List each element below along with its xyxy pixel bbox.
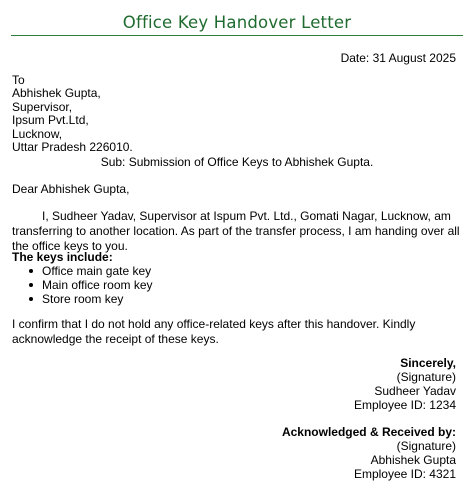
sender-name: Sudheer Yadav <box>374 384 456 398</box>
receiver-signature-block <box>282 425 456 481</box>
letter-subject: Sub: Submission of Office Keys to Abhishek Gupta. <box>100 155 374 169</box>
confirmation-paragraph: I confirm that I do not hold any office-related keys after this handover. Kindly acknowledge the receipt of these keys. <box>12 317 416 346</box>
recipient-city: Lucknow, <box>12 126 63 141</box>
receiver-employee-id: Employee ID: 4321 <box>353 467 456 481</box>
letter-salutation: Dear Abhishek Gupta, <box>12 182 130 196</box>
recipient-designation: Supervisor, <box>12 99 73 114</box>
address-to: To <box>12 73 25 87</box>
recipient-name: Abhishek Gupta, <box>12 86 101 101</box>
keys-list <box>12 264 153 306</box>
list-item <box>12 292 153 306</box>
letter-date: Date: 31 August 2025 <box>340 51 456 65</box>
list-item <box>12 264 153 278</box>
title-underline <box>11 35 463 36</box>
letter-body: I, Sudheer Yadav, Supervisor at Ispum Pvt. Ltd., Gomati Nagar, Lucknow, am transferring to another location. As part of the transfer process, I am handing over all the office keys to you. <box>12 209 460 253</box>
sender-closing: Sincerely, <box>400 356 456 370</box>
receiver-signature: (Signature) <box>396 439 456 453</box>
sender-signature: (Signature) <box>396 370 456 384</box>
sender-signature-block <box>354 356 456 412</box>
key-item-label: Office main gate key <box>42 264 152 278</box>
receiver-closing: Acknowledged & Received by: <box>281 425 456 439</box>
letter-title: Office Key Handover Letter <box>122 13 352 32</box>
bullet-icon <box>29 297 33 301</box>
recipient-address <box>12 74 133 154</box>
sender-employee-id: Employee ID: 1234 <box>353 398 456 412</box>
recipient-state-pin: Uttar Pradesh 226010. <box>12 140 133 155</box>
key-item-label: Store room key <box>42 292 124 306</box>
bullet-icon <box>29 269 33 273</box>
list-item <box>12 278 153 292</box>
keys-heading: The keys include: <box>12 250 113 264</box>
recipient-company: Ipsum Pvt.Ltd, <box>12 113 89 128</box>
receiver-name: Abhishek Gupta <box>370 453 456 467</box>
key-item-label: Main office room key <box>42 278 153 292</box>
bullet-icon <box>29 283 33 287</box>
